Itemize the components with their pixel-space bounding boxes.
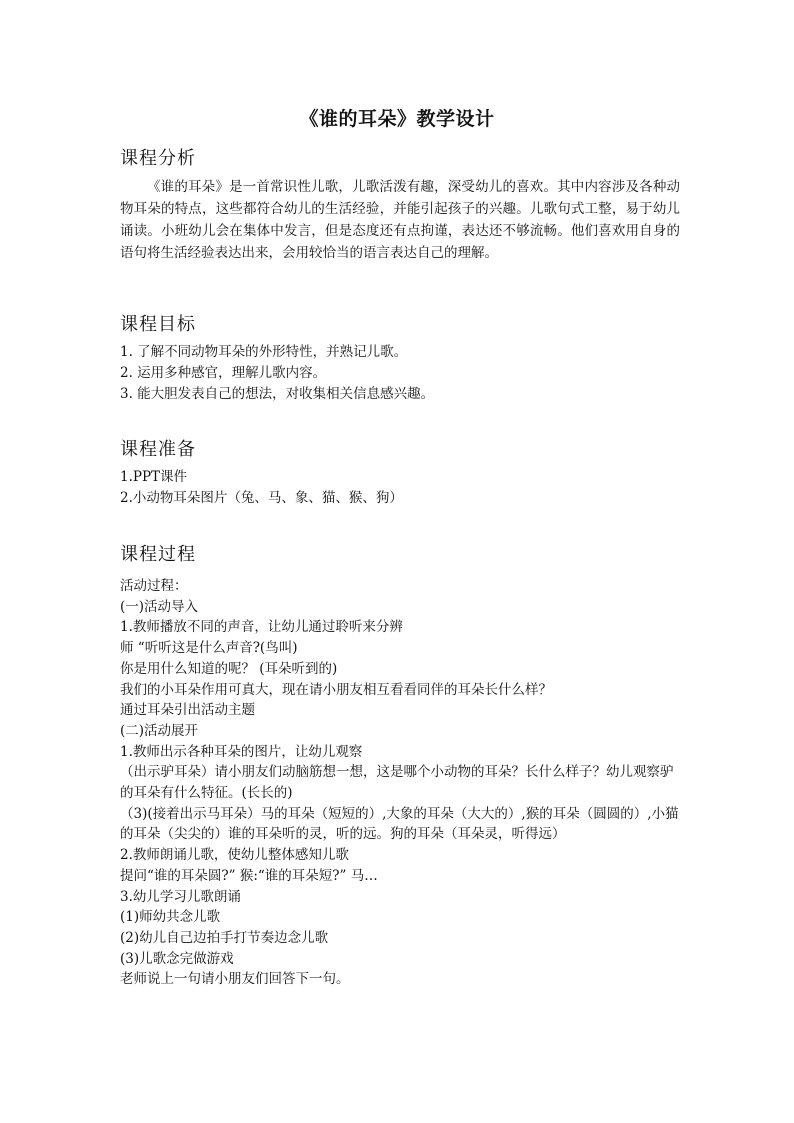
- section-course-process: [120, 542, 680, 990]
- goal-item: 3. 能大胆发表自己的想法，对收集相关信息感兴趣。: [120, 386, 435, 402]
- process-line: （3)(接着出示马耳朵）马的耳朵（短短的）,大象的耳朵（大大的）,猴的耳朵（圆圆的）,小猫的耳朵（尖尖的）谁的耳朵听的灵，听的远。狗的耳朵（耳朵灵，听得远）: [120, 805, 679, 843]
- process-line: 你是用什么知道的呢？ (耳朵听到的): [120, 660, 338, 677]
- section-heading: 课程过程: [120, 544, 196, 565]
- process-line: 我们的小耳朵作用可真大，现在请小朋友相互看看同伴的耳朵长什么样？: [120, 681, 552, 698]
- process-line: (二)活动展开: [120, 722, 199, 739]
- process-line: (3)儿歌念完做游戏: [120, 950, 234, 967]
- process-line: 提问“谁的耳朵圆?” 猴:“谁的耳朵短?” 马…: [120, 867, 378, 884]
- process-line: (一)活动导入: [120, 598, 199, 615]
- process-line: 1.教师播放不同的声音，让幼儿通过聆听来分辨: [120, 619, 403, 636]
- process-line: 活动过程：: [120, 578, 188, 594]
- section-heading: 课程准备: [120, 439, 196, 460]
- process-line: 1.教师出示各种耳朵的图片，让幼儿观察: [120, 743, 363, 760]
- section-course-analysis: [120, 146, 680, 264]
- section-heading: 课程分析: [120, 148, 196, 169]
- section-course-goals: [120, 312, 680, 405]
- process-line: 师 “听听这是什么声音?(鸟叫): [120, 640, 298, 657]
- process-line: 3.幼儿学习儿歌朗诵: [120, 888, 241, 905]
- analysis-paragraph: 《谁的耳朵》是一首常识性儿歌，儿歌活泼有趣，深受幼儿的喜欢。其中内容涉及各种动物耳朵的特点，这些都符合幼儿的生活经验，并能引起孩子的兴趣。儿歌句式工整，易于幼儿诵读。小班幼儿会在集体中发言，但是态度还有点拘谨，表达还不够流畅。他们喜欢用自身的语句将生活经验表达出来，会用较恰当的语言表达自己的理解。: [120, 179, 680, 261]
- process-line: 2.教师朗诵儿歌，使幼儿整体感知儿歌: [120, 847, 349, 864]
- section-course-preparation: [120, 437, 680, 509]
- process-line: （出示驴耳朵）请小朋友们动脑筋想一想，这是哪个小动物的耳朵？长什么样子？幼儿观察驴的耳朵有什么特征。(长长的): [120, 764, 674, 802]
- prep-item: 1.PPT课件: [120, 469, 188, 485]
- process-line: (1)师幼共念儿歌: [120, 909, 221, 926]
- prep-item: 2.小动物耳朵图片（兔、马、象、猫、猴、狗）: [120, 490, 403, 506]
- goal-item: 2. 运用多种感官，理解儿歌内容。: [120, 365, 327, 381]
- process-line: 通过耳朵引出活动主题: [120, 702, 255, 719]
- document-title: 《谁的耳朵》教学设计: [299, 108, 495, 130]
- process-line: 老师说上一句请小朋友们回答下一句。: [120, 971, 350, 988]
- process-line: (2)幼儿自己边拍手打节奏边念儿歌: [120, 929, 329, 946]
- goal-item: 1. 了解不同动物耳朵的外形特性，并熟记儿歌。: [120, 344, 408, 360]
- section-heading: 课程目标: [120, 314, 196, 335]
